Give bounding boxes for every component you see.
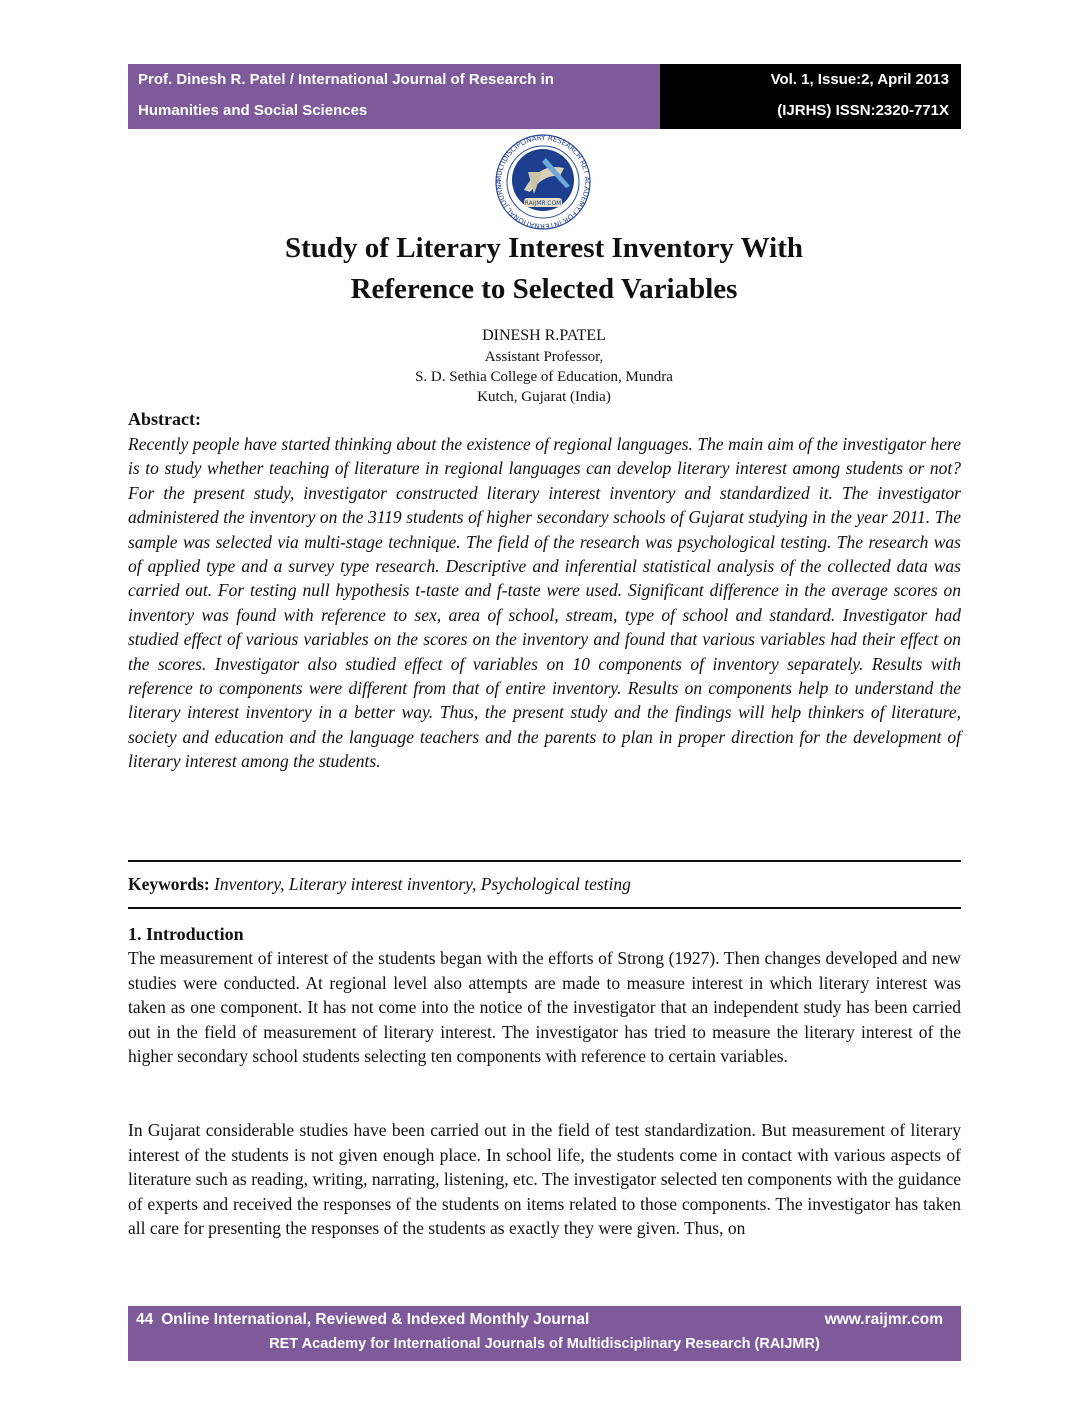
header-journal-name [128, 64, 660, 129]
header-right-line2: (IJRHS) ISSN:2320-771X [777, 102, 949, 119]
author-location: Kutch, Gujarat (India) [477, 389, 611, 405]
keywords-label: Keywords: [128, 874, 210, 894]
keywords-line [128, 874, 631, 895]
running-header [128, 64, 961, 129]
paper-title-line2: Reference to Selected Variables [350, 273, 738, 305]
author-block [300, 324, 788, 407]
footer-url-link[interactable]: www.raijmr.com [824, 1311, 943, 1328]
footer-top-row [136, 1311, 953, 1329]
page-number: 44 [136, 1311, 154, 1328]
logo-ring-text: MULTIDISCIPLINARY RESEARCH RET ACADEMY FOR INTERNATIONAL JOURNA [494, 133, 592, 231]
keywords-text: Inventory, Literary interest inventory, Psychological testing [214, 874, 631, 894]
introduction-paragraph-1: The measurement of interest of the students began with the efforts of Strong (1927). Then changes developed and new studies were conducted. At regional level also attempts are made to measure interest in which literary interest was taken as one component. It has not come into the notice of the investigator that an independent study has been carried out in the field of measurement of literary interest. The investigator has tried to measure the literary interest of the higher secondary school students selecting ten components with reference to certain variables. [128, 948, 961, 1067]
author-position: Assistant Professor, [484, 349, 604, 365]
header-left-line2: Humanities and Social Sciences [138, 102, 368, 119]
author-institution: S. D. Sethia College of Education, Mundra [415, 369, 673, 385]
paper-title [150, 228, 938, 310]
header-issue-info [660, 64, 961, 129]
logo-center-text: RAIJMR.COM [524, 200, 562, 207]
author-name: DINESH R.PATEL [482, 327, 606, 344]
journal-logo [484, 132, 602, 232]
page-footer [128, 1306, 961, 1361]
divider-top [128, 860, 961, 862]
journal-seal-icon [484, 132, 602, 232]
introduction-heading: 1. Introduction [128, 924, 244, 944]
abstract-text: Recently people have started thinking about the existence of regional languages. The main aim of the investigator here is to study whether teaching of literature in regional languages can develop literary interest among students or not? For the present study, investigator constructed literary interest inventory and standardized it. The investigator administered the inventory on the 3119 students of higher secondary schools of Gujarat studying in the year 2011. The sample was selected via multi-stage technique. The field of the research was psychological testing. The research was of applied type and a survey type research. Descriptive and inferential statistical analysis of the collected data was carried out. For testing null hypothesis t-taste and f-taste were used. Significant difference in the average scores on inventory was found with reference to sex, area of school, stream, type of school and standard. Investigator had studied effect of various variables on the scores on the inventory and found that various variables had their effect on the scores. Investigator also studied effect of variables on 10 components of inventory separately. Results with reference to components were different from that of entire inventory. Results on components help to understand the literary interest inventory in a better way. Thus, the present study and the findings will help thinkers of literature, society and education and the language teachers and the parents to plan in proper direction for the development of literary interest among the students. [128, 434, 961, 772]
header-left-line1: Prof. Dinesh R. Patel / International Journal of Research in [138, 71, 554, 88]
header-right-line1: Vol. 1, Issue:2, April 2013 [770, 71, 949, 88]
divider-bottom [128, 907, 961, 909]
footer-journal-line: Online International, Reviewed & Indexed Monthly Journal [161, 1311, 590, 1328]
paper-title-line1: Study of Literary Interest Inventory With [285, 232, 803, 264]
footer-academy-line: RET Academy for International Journals of Multidisciplinary Research (RAIJMR) [269, 1336, 820, 1352]
abstract-heading: Abstract: [128, 409, 201, 429]
introduction-paragraph-2: In Gujarat considerable studies have been carried out in the field of test standardization. But measurement of literary interest of the students is not given enough place. In school life, the students come in contact with various aspects of literature such as reading, writing, narrating, listening, etc. The investigator selected ten components with the guidance of experts and received the responses of the students on items related to those components. The investigator has taken all care for presenting the responses of the students as exactly they were given. Thus, on [128, 1120, 961, 1239]
